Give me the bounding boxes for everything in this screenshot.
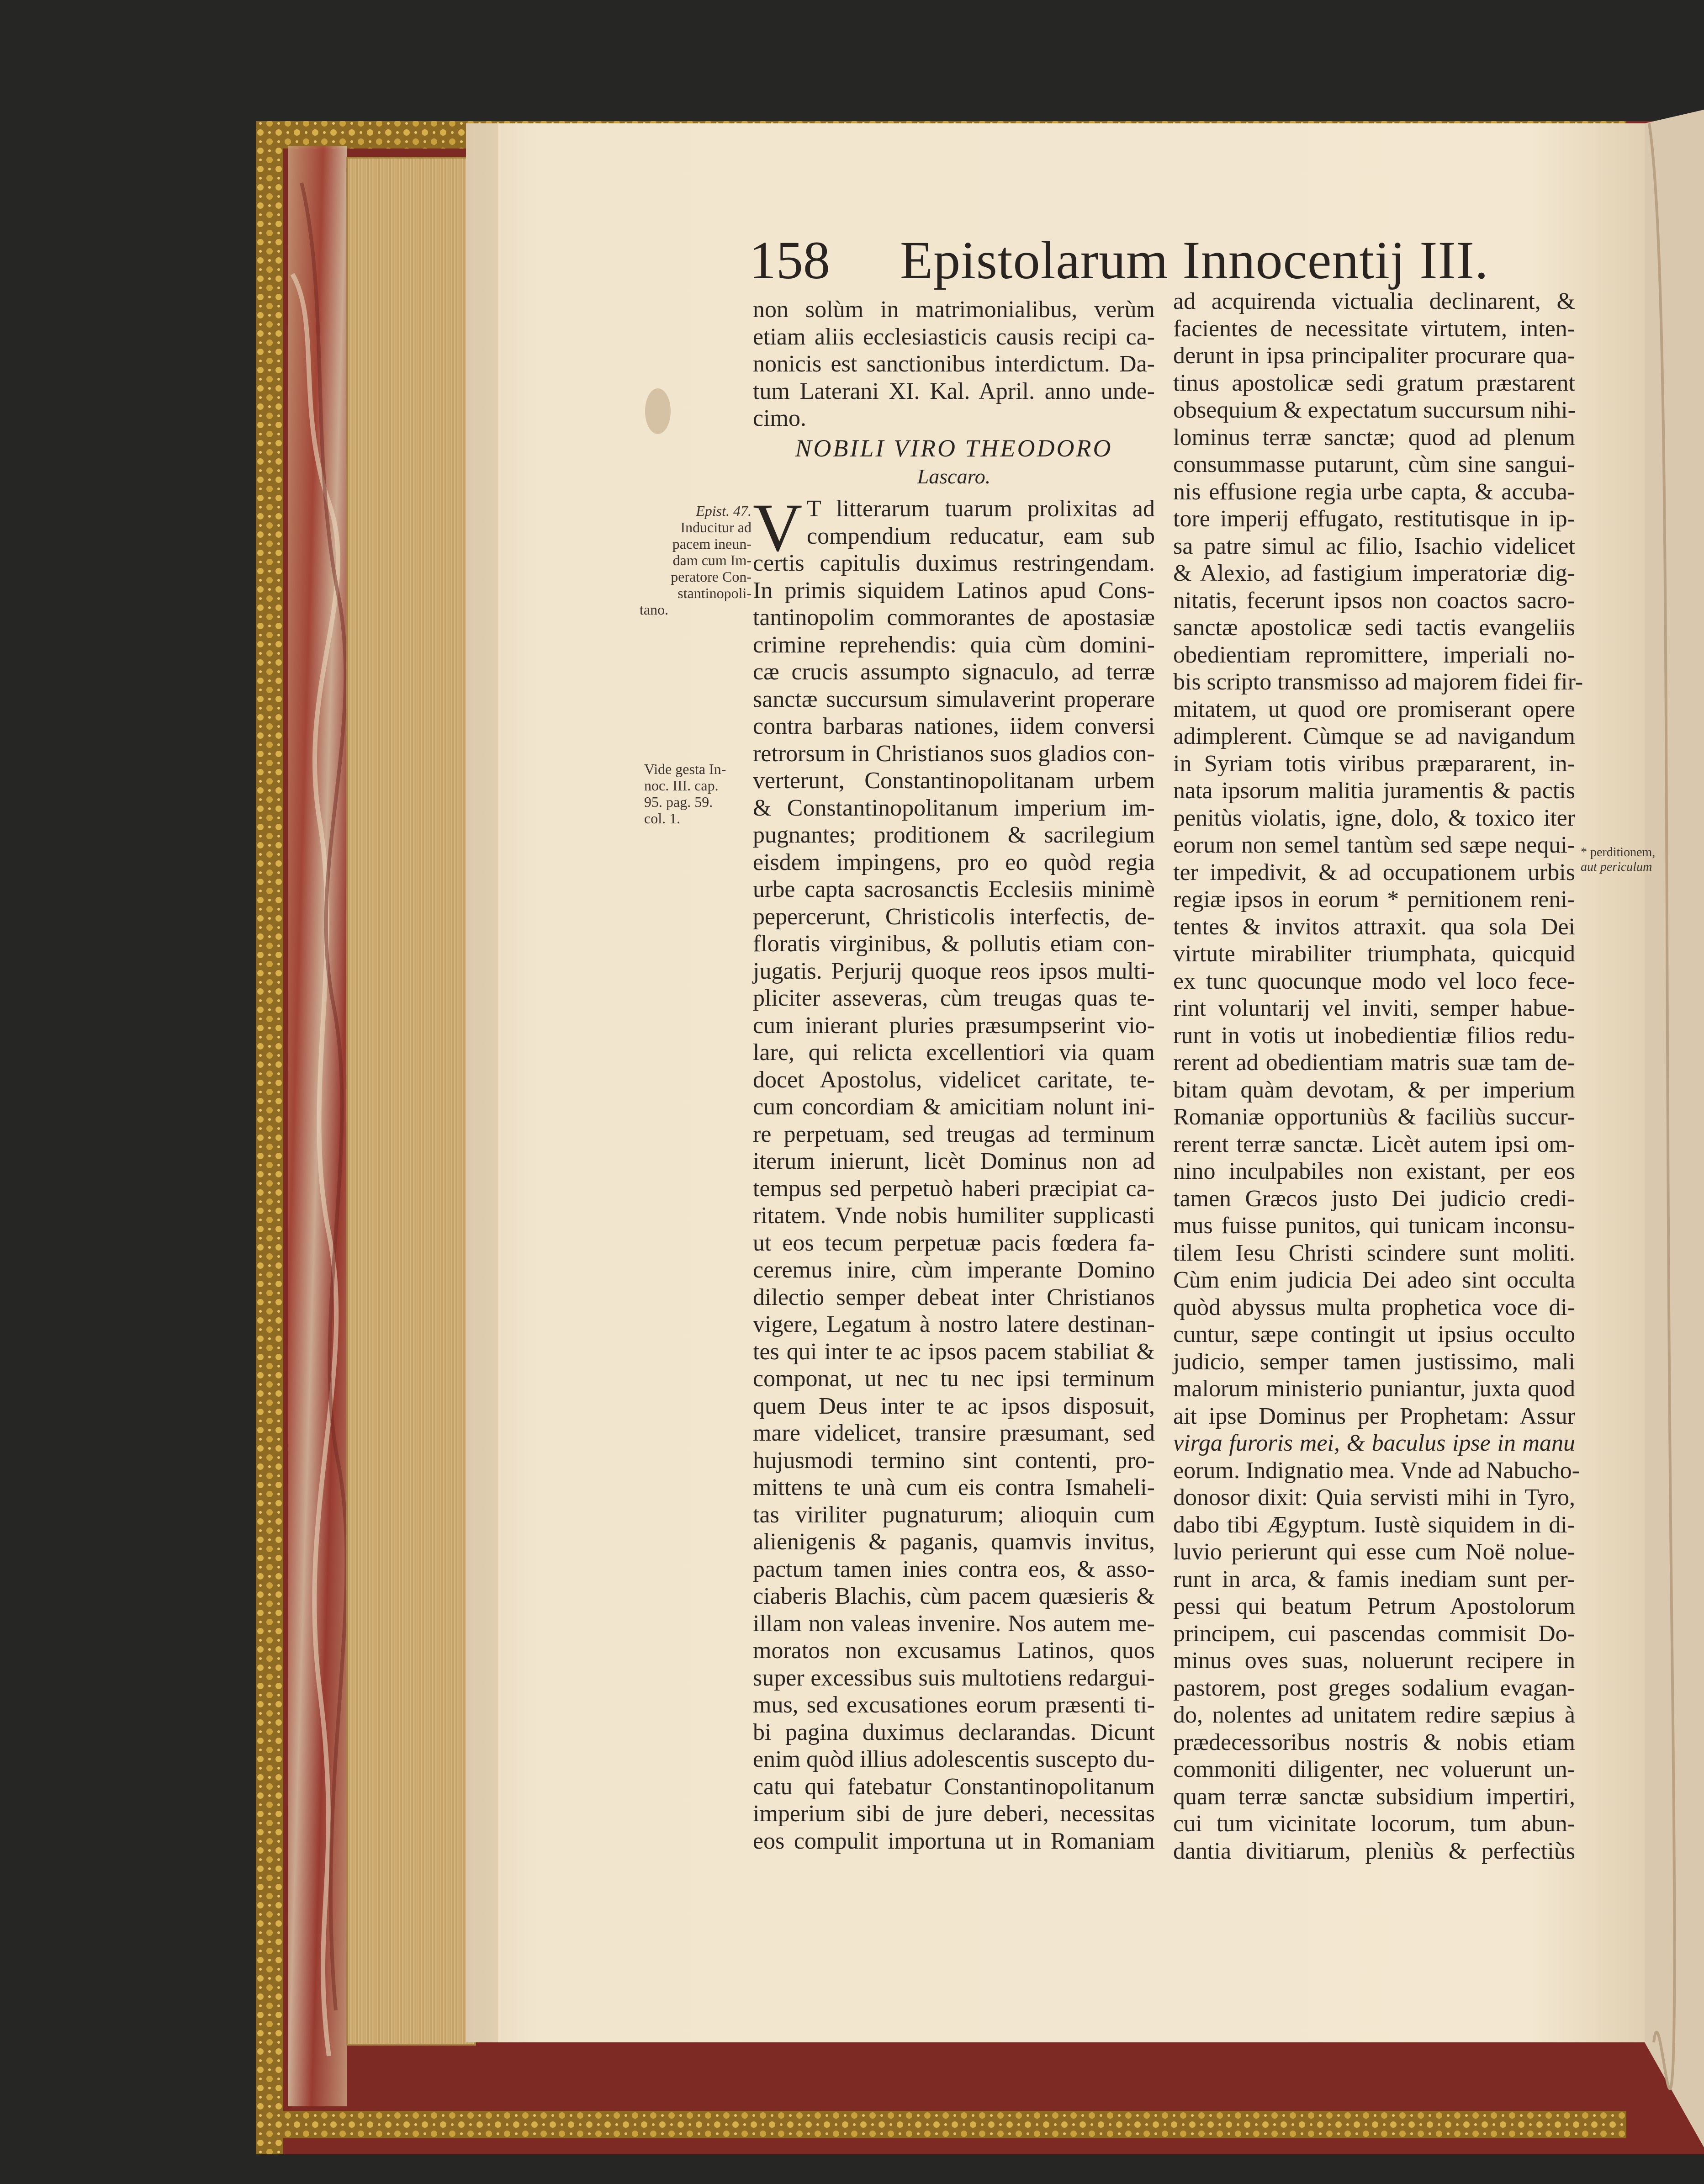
text-line: consummasse putarunt, cùm sine sangui- (1173, 451, 1575, 477)
text-line: virtute mirabiliter triumphata, quicquid (1173, 941, 1575, 967)
left-column-intro (753, 296, 1155, 432)
text-line: rint voluntarij vel inviti, semper habue- (1173, 995, 1575, 1021)
text-line: tantinopolim commorantes de apostasiæ (753, 604, 1155, 631)
text-line: iterum inierunt, licèt Dominus non ad (753, 1148, 1155, 1174)
text-line: runt in arca, & famis inediam sunt per- (1173, 1566, 1575, 1592)
margin-line: dam cum Im- (672, 552, 751, 568)
text-line: ritatem. Vnde nobis humiliter supplicasti (753, 1203, 1155, 1229)
text-line: quòd abyssus multa prophetica voce di- (1173, 1294, 1575, 1320)
text-line: tempus sed perpetuò haberi præcipiat ca- (753, 1175, 1155, 1202)
text-line: malorum ministerio puniantur, juxta quod (1173, 1376, 1575, 1402)
margin-line: Inducitur ad (680, 519, 751, 535)
text-line: jugatis. Perjurij quoque reos ipsos multi- (753, 958, 1155, 984)
text-line: tas viriliter pugnaturum; alioquin cum (753, 1501, 1155, 1528)
text-line: do, nolentes ad unitatem redire sæpius à (1173, 1702, 1575, 1728)
text-line: docet Apostolus, videlicet caritate, te- (753, 1066, 1155, 1093)
left-column-body (753, 490, 1155, 1855)
text-line: judicio, semper tamen justissimo, mali (1173, 1348, 1575, 1375)
right-column (1173, 288, 1583, 1865)
text-line: quem Deus inter te ac ipsos disposuit, (753, 1393, 1155, 1419)
text-line: dantia divitiarum, pleniùs & perfectiùs (1173, 1838, 1575, 1864)
address-line-1: NOBILI VIRO THEODORO (795, 435, 1113, 462)
text-line: illam non valeas invenire. Nos autem me- (753, 1610, 1155, 1637)
text-line: tentes & invitos attraxit. qua sola Dei (1173, 913, 1575, 940)
text-line: non solùm in matrimonialibus, verùm (753, 297, 1155, 323)
text-line: enim quòd illius adolescentis suscepto du- (753, 1746, 1155, 1772)
text-line: nata ipsorum malitia juramentis & pactis (1173, 778, 1575, 804)
text-line: eos compulit importuna ut in Romaniam (753, 1828, 1155, 1854)
text-line: cæ crucis assumpto signaculo, ad terræ (753, 659, 1155, 685)
text-line: pastorem, post greges sodalium evagan- (1173, 1675, 1575, 1701)
text-line: mus fuisse punitos, qui tunicam inconsu- (1173, 1213, 1575, 1239)
text-line: & Constantinopolitanum imperium im- (753, 795, 1155, 821)
text-line: nonicis est sanctionibus interdictum. Da- (753, 351, 1155, 377)
text-line: mare videlicet, transire præsumant, sed (753, 1420, 1155, 1446)
running-title: Epistolarum Innocentij III. (900, 230, 1489, 290)
text-line: super excessibus suis multotiens redargui- (753, 1665, 1155, 1691)
text-line: retrorsum in Christianos suos gladios con- (753, 740, 1155, 767)
text-line: prædecessoribus nostris & nobis etiam (1173, 1729, 1575, 1755)
gilt-border-left (256, 121, 283, 2154)
text-line: facientes de necessitate virtutem, inten- (1173, 315, 1575, 342)
text-line: rerent terræ sanctæ. Licèt autem ipsi om- (1173, 1131, 1575, 1157)
text-line: commoniti diligenter, nec voluerunt un- (1173, 1756, 1575, 1782)
text-line: bitam quàm devotam, & per imperium (1173, 1076, 1575, 1103)
text-line: Cùm enim judicia Dei adeo sint occulta (1173, 1267, 1575, 1293)
text-line: mus, sed excusationes eorum præsenti ti- (753, 1692, 1155, 1718)
text-line: obsequium & expectatum succursum nihi- (1173, 397, 1576, 423)
text-line: dilectio semper debeat inter Christianos (753, 1284, 1155, 1310)
text-line: principem, cui pascendas commisit Do- (1173, 1620, 1575, 1647)
text-line: regiæ ipsos in eorum * pernitionem reni- (1173, 886, 1575, 912)
text-line: tore imperij effugato, restitutisque in ip- (1173, 506, 1575, 532)
text-line: eisdem impingens, pro eo quòd regia (753, 849, 1155, 875)
margin-line: 95. pag. 59. (644, 794, 713, 810)
text-line: sanctæ apostolicæ sedi tactis evangeliis (1173, 615, 1575, 641)
text-line: cuntur, sæpe contingit ut ipsius occulto (1173, 1321, 1575, 1347)
text-line: ciaberis Blachis, cùm pacem quæsieris & (753, 1583, 1155, 1609)
text-line: donosor dixit: Quia servisti mihi in Tyro, (1173, 1484, 1575, 1511)
text-line: Romaniæ opportuniùs & faciliùs succur- (1173, 1104, 1575, 1130)
text-line: pugnantes; proditionem & sacrilegium (753, 822, 1155, 848)
text-line: moratos non excusamus Latinos, quos (753, 1638, 1155, 1664)
text-line: in Syriam totis viribus præpararent, in- (1173, 750, 1575, 777)
text-line: quam terræ sanctæ subsidium impertiri, (1173, 1783, 1575, 1810)
text-line: cui tum vicinitate locorum, tum abun- (1173, 1811, 1575, 1837)
text-line: pliciter asseveras, cùm treugas quas te- (753, 985, 1155, 1011)
text-line: mittens te unà cum eis contra Ismaheli- (753, 1474, 1155, 1500)
text-line: etiam aliis ecclesiasticis causis recipi ca- (753, 323, 1155, 350)
text-line: ex tunc quocunque modo vel loco fece- (1173, 968, 1575, 994)
text-line: verterunt, Constantinopolitanam urbem (753, 768, 1155, 794)
margin-note-vide (644, 761, 751, 827)
text-line: floratis virginibus, & pollutis etiam con- (753, 931, 1155, 957)
text-line: ceremus inire, cùm imperante Domino (753, 1257, 1155, 1283)
margin-line: noc. III. cap. (644, 777, 719, 794)
text-line: contra barbaras nationes, iidem conversi (753, 713, 1155, 739)
text-line: tinus apostolicæ sedi gratum præstarent (1173, 370, 1575, 396)
text-line: eorum. Indignatio mea. Vnde ad Nabucho- (1173, 1457, 1580, 1484)
text-line: runt in votis ut inobedientiæ filios redu- (1173, 1022, 1575, 1049)
gilt-border-bottom (256, 2111, 1626, 2138)
margin-line: tano. (640, 601, 669, 618)
text-line: derunt in ipsa principaliter procurare qua- (1173, 343, 1575, 369)
text-line: eorum non semel tantùm sed sæpe nequi- (1173, 832, 1575, 858)
text-line: & Alexio, ad fastigium imperatoriæ dig- (1173, 560, 1575, 586)
text-line: sanctæ succursum simulaverint properare (753, 686, 1155, 712)
text-line: tamen Græcos justo Dei judicio credi- (1173, 1185, 1575, 1212)
margin-note-epist (640, 503, 751, 618)
paper-stain (645, 388, 671, 434)
text-line: tes qui inter te ac ipsos pacem stabiliat & (753, 1338, 1155, 1365)
text-line: T litterarum tuarum prolixitas ad (807, 496, 1155, 522)
text-line: lominus terræ sanctæ; quod ad plenum (1173, 424, 1575, 451)
page-number: 158 (749, 230, 830, 290)
margin-line: col. 1. (644, 810, 681, 827)
text-line: luvio perierunt qui esse cum Noë nolue- (1173, 1539, 1575, 1565)
margin-line: Vide gesta In- (644, 761, 726, 777)
text-line: urbe capta sacrosanctis Ecclesiis minimè (753, 876, 1155, 902)
margin-line: peratore Con- (671, 568, 751, 585)
text-line: penitùs violatis, igne, dolo, & toxico iter (1173, 805, 1575, 831)
margin-note-variant (1581, 845, 1663, 875)
text-line: tum Laterani XI. Kal. April. anno unde- (753, 378, 1155, 404)
margin-line: Epist. 47. (696, 503, 751, 519)
text-line: virga furoris mei, & baculus ipse in manu (1173, 1430, 1575, 1456)
text-line: adimplerent. Cùmque se ad navigandum (1173, 723, 1575, 749)
text-line: bi pagina duximus declarandas. Dicunt (753, 1719, 1155, 1745)
text-line: obedientiam repromittere, imperiali no- (1173, 641, 1575, 668)
text-line: vigere, Legatum à nostro latere destinan- (753, 1311, 1155, 1337)
page-edges (347, 158, 475, 2045)
text-line: In primis siquidem Latinos apud Cons- (753, 577, 1155, 604)
text-line: tilem Iesu Christi scindere sunt moliti. (1173, 1240, 1575, 1266)
text-line: ter impedivit, & ad occupationem urbis (1173, 859, 1575, 885)
text-line: ait ipse Dominus per Prophetam: Assur (1173, 1403, 1575, 1429)
text-line: ad acquirenda victualia declinarent, & (1173, 288, 1575, 314)
text-line: pessi qui beatum Petrum Apostolorum (1173, 1593, 1575, 1619)
text-line: cimo. (753, 405, 806, 431)
text-line: ut eos tecum perpetuæ pacis fœdera fa- (753, 1230, 1155, 1256)
text-line: crimine reprehendis: quia cùm domini- (753, 631, 1155, 658)
text-line: cum inierant pluries præsumpserint vio- (753, 1012, 1155, 1039)
margin-line: * perditionem, (1581, 845, 1656, 859)
margin-line: aut periculum (1581, 860, 1652, 874)
text-line: lare, qui relicta excellentiori via quam (753, 1039, 1155, 1065)
text-line: compendium reducatur, eam sub (807, 523, 1155, 549)
text-line: bis scripto transmisso ad majorem fidei fir- (1173, 669, 1583, 695)
text-line: minus oves suas, noluerunt recipere in (1173, 1648, 1575, 1674)
text-line: catu qui fatebatur Constantinopolitanum (753, 1773, 1155, 1800)
text-line: certis capitulis duximus restringendam. (753, 550, 1155, 576)
text-line: componat, ut nec tu nec ipsi terminum (753, 1366, 1155, 1392)
text-line: cum concordiam & amicitiam nolunt ini- (753, 1094, 1155, 1120)
text-line: rerent ad obedientiam matris suæ tam de- (1173, 1050, 1575, 1076)
text-line: sa patre simul ac filio, Isachio videlicet (1173, 533, 1575, 559)
address-line-2: Lascaro. (917, 465, 991, 488)
text-line: nitatis, fecerunt ipsos non coactos sacro- (1173, 587, 1575, 614)
margin-line: stantinopoli- (677, 585, 751, 601)
text-line: re perpetuam, sed treugas ad terminum (753, 1121, 1155, 1147)
text-line: hujusmodi termino sint contenti, pro- (753, 1447, 1155, 1474)
drop-cap: V (753, 490, 803, 566)
text-line: mitatem, ut quod ore promiserant opere (1173, 696, 1575, 722)
text-line: nino inculpabiles non existant, per eos (1173, 1158, 1575, 1184)
text-line: pactum tamen inies contra eos, & asso- (753, 1556, 1155, 1582)
text-line: pepercerunt, Christicolis interfectis, de- (753, 903, 1155, 930)
margin-line: pacem ineun- (672, 535, 751, 552)
text-line: dabo tibi Ægyptum. Iustè siquidem in di- (1173, 1511, 1575, 1538)
text-line: alienigenis & paganis, quamvis invitus, (753, 1529, 1155, 1555)
letter-address (753, 434, 1155, 491)
text-line: nis effusione regia urbe capta, & accuba- (1173, 478, 1575, 505)
text-line: imperium sibi de jure deberi, necessitas (753, 1801, 1155, 1827)
